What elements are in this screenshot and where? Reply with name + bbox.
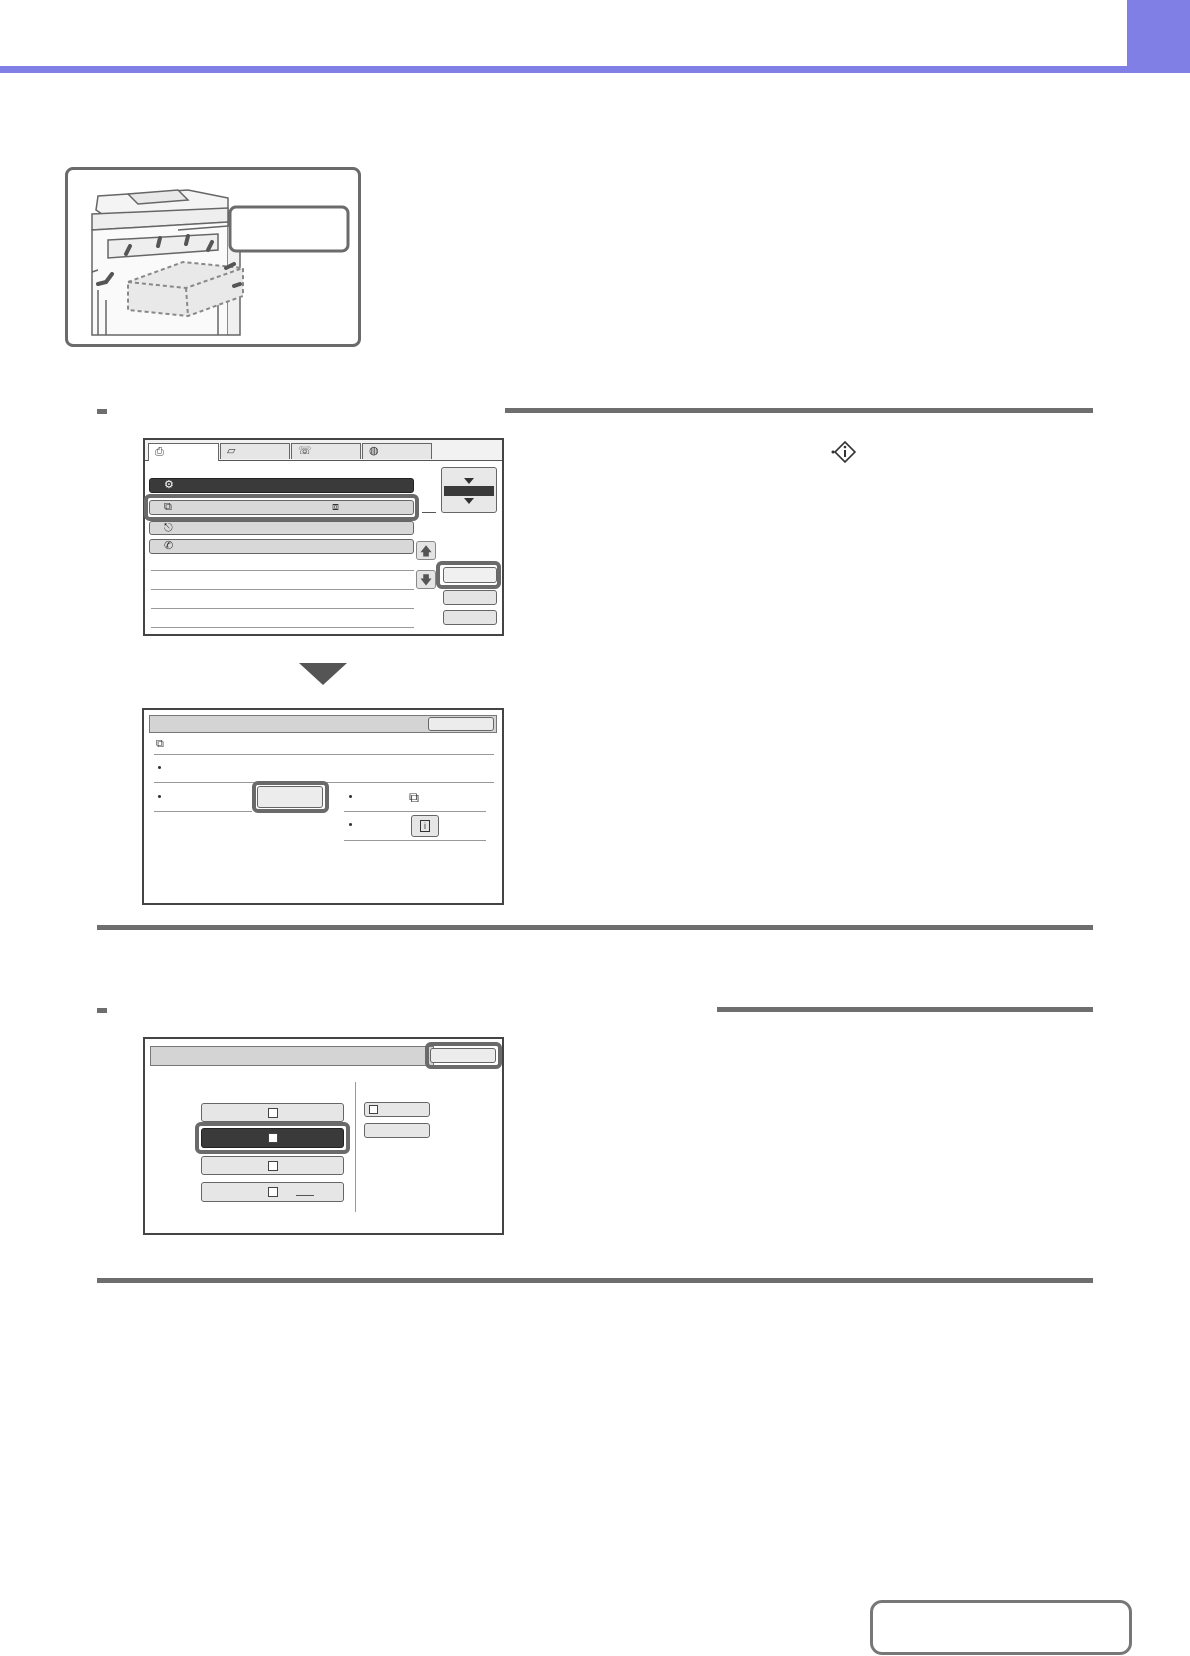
header-chapter-tab [1127, 0, 1190, 66]
fax-icon: ☏ [298, 445, 312, 457]
ok-button[interactable] [428, 717, 494, 731]
job-icon: ⎋ [164, 522, 173, 534]
flow-arrow-down [299, 663, 347, 685]
copier-illustration [68, 170, 358, 344]
scroll-down-button[interactable] [416, 570, 436, 589]
bullet-dot [158, 766, 161, 769]
job-row-4[interactable] [149, 539, 414, 554]
tray-icon [268, 1161, 278, 1171]
empty-row-line [151, 570, 414, 571]
highlight-ok-button [425, 1042, 502, 1069]
detail-divider [154, 754, 494, 755]
phone-job-icon: ✆ [164, 540, 174, 552]
option-button-4[interactable] [201, 1182, 344, 1202]
highlight-copy-row [144, 494, 419, 521]
arrow-up-icon: 🡅 [419, 544, 433, 558]
dash-mark [296, 1195, 314, 1196]
scroll-up-button[interactable] [416, 541, 436, 560]
bullet-dot [158, 795, 161, 798]
detail-divider [154, 811, 252, 812]
job-queue-toggle-button[interactable] [441, 467, 497, 513]
machine-illustration-frame [65, 167, 361, 347]
job-row-3[interactable] [149, 521, 414, 535]
lcd-screen-job-status [143, 438, 504, 636]
count-dash [422, 512, 436, 513]
section-bullet [97, 1008, 107, 1013]
bullet-dot [349, 823, 352, 826]
tab-internet-fax[interactable] [362, 443, 432, 459]
side-option-button-1[interactable] [364, 1102, 430, 1117]
empty-row-line [151, 627, 414, 628]
job-icon: ⚙ [164, 479, 174, 491]
empty-row-line [151, 608, 414, 609]
section-heading-rule [717, 1007, 1093, 1012]
tab-fax[interactable] [291, 443, 361, 459]
copy-job-icon: ⧉ [156, 738, 164, 750]
diamond-info-icon [830, 439, 856, 465]
spacer [344, 782, 494, 783]
section-heading-rule [505, 408, 1093, 413]
toggle-selected-band [444, 486, 494, 496]
bullet-dot [349, 795, 352, 798]
globe-icon: ◍ [369, 445, 379, 457]
contents-button[interactable] [870, 1600, 1132, 1655]
tab-scan[interactable] [220, 443, 290, 459]
printer-icon: ⎙ [155, 446, 164, 458]
info-button[interactable] [411, 815, 439, 837]
duplex-icon: ⧉ [409, 789, 419, 805]
lcd-screen-job-detail [142, 708, 504, 905]
arrow-down-icon: 🡇 [419, 573, 433, 587]
option-button-3[interactable] [201, 1156, 344, 1175]
priority-button[interactable] [443, 610, 497, 625]
paper-type-icon [369, 1105, 378, 1114]
down-triangle-icon [464, 478, 474, 484]
tray-icon [268, 1108, 278, 1118]
lcd-screen-settings [143, 1037, 504, 1235]
paper-icon: ⧈ [332, 501, 339, 513]
highlight-detail-action [252, 781, 329, 813]
section-end-rule [97, 1278, 1093, 1283]
down-triangle-icon [464, 498, 474, 504]
highlight-selected-option [195, 1122, 350, 1154]
option-button-1[interactable] [201, 1103, 344, 1122]
scan-icon: ▱ [227, 445, 236, 457]
vertical-divider [355, 1082, 356, 1212]
section-bullet [97, 409, 107, 414]
detail-divider [344, 811, 486, 812]
stop-delete-button[interactable] [443, 590, 497, 605]
highlight-detail-button [436, 561, 501, 589]
copy-job-icon: ⧉ [164, 501, 172, 513]
tab-print-job[interactable] [148, 443, 219, 461]
settings-title-bar [150, 1046, 434, 1066]
header-accent-bar [0, 66, 1190, 73]
tray-icon [268, 1187, 278, 1197]
empty-row-line [151, 589, 414, 590]
side-option-button-2[interactable] [364, 1123, 430, 1138]
info-icon: i [420, 820, 430, 832]
section-end-rule [97, 925, 1093, 930]
job-row-selected[interactable] [149, 478, 414, 493]
detail-divider [344, 840, 486, 841]
